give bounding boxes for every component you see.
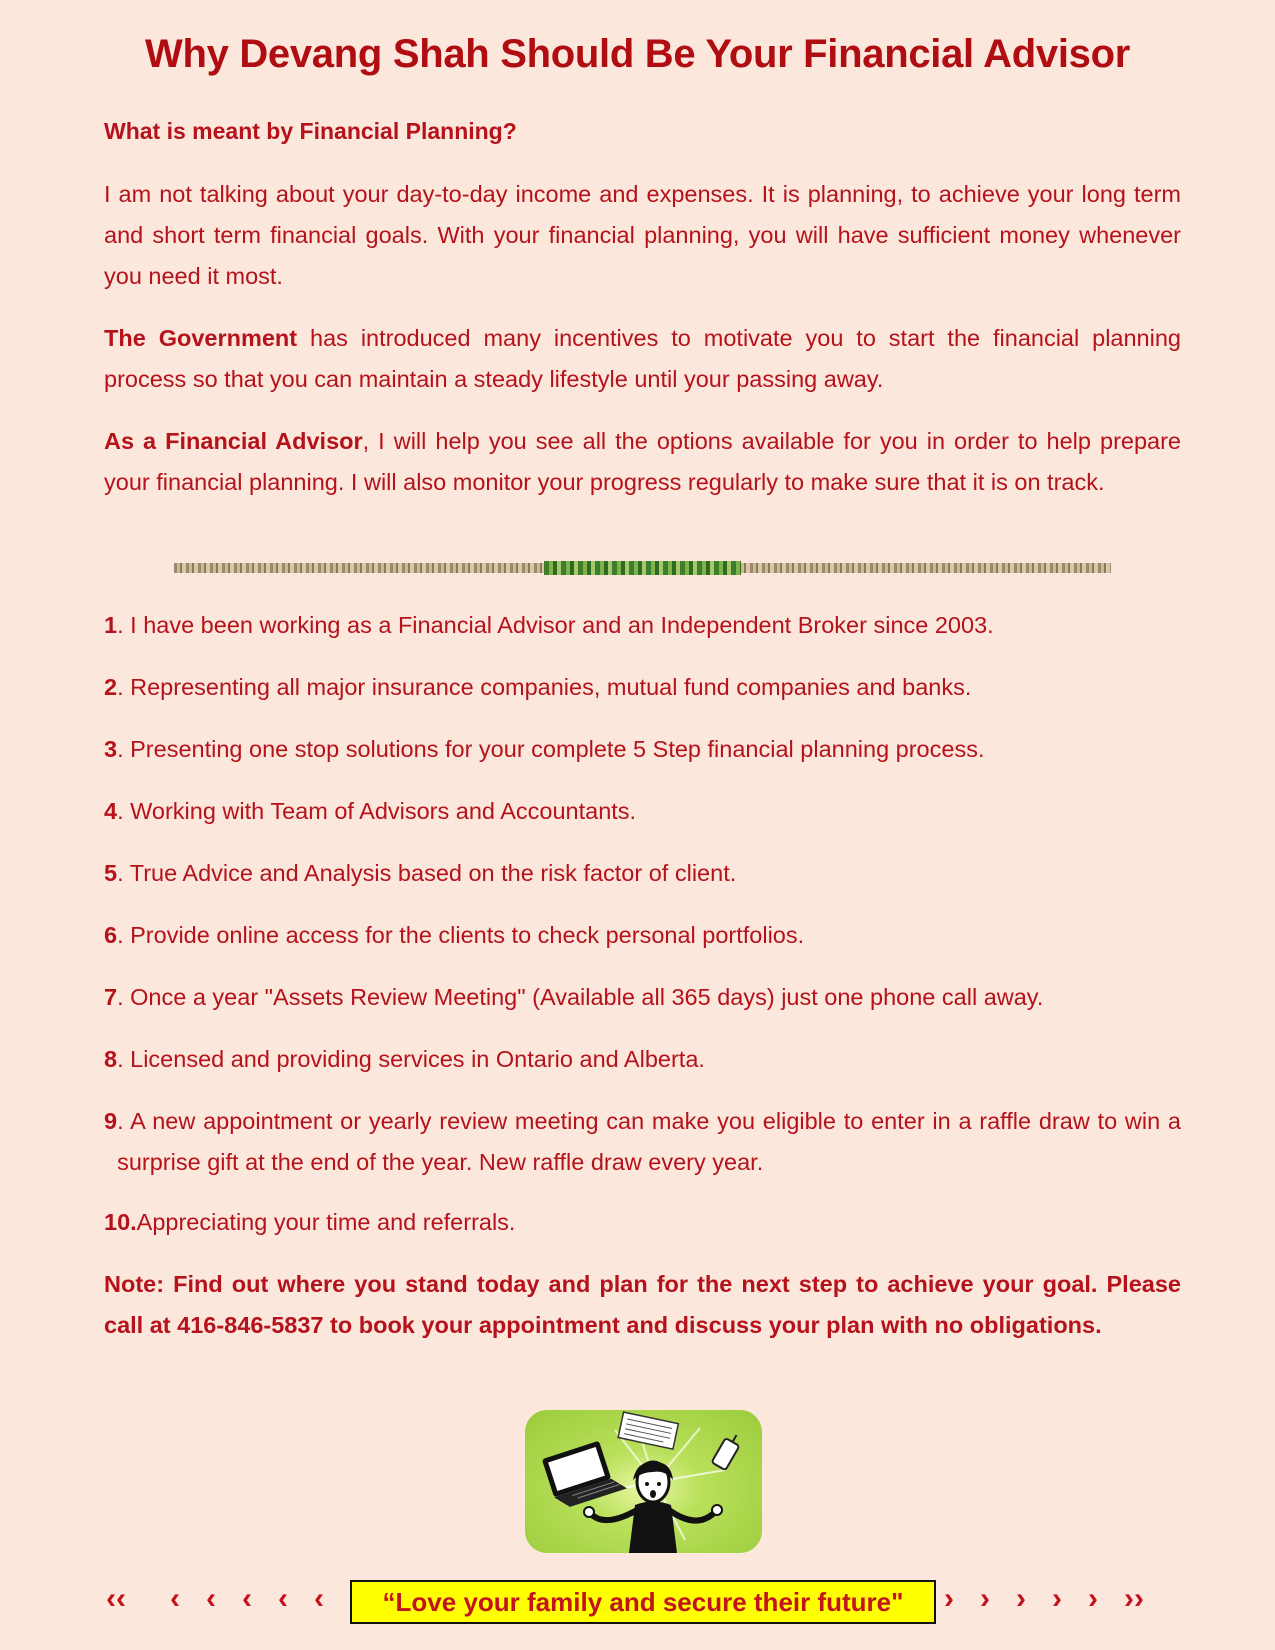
list-item <box>104 915 1181 956</box>
list-item-number: 8 <box>104 1046 118 1072</box>
list-item <box>104 1101 1181 1183</box>
list-item-number: 7 <box>104 984 118 1010</box>
reasons-list <box>104 605 1181 1264</box>
chevron-right-icon: › <box>944 1582 954 1615</box>
list-item-number: 6 <box>104 922 118 948</box>
list-item-text: . A new appointment or yearly review meeting can make you eligible to enter in a raffle draw to win a surprise gift at the end of the year. New raffle draw every year. <box>117 1108 1181 1175</box>
chevron-right-icon: › <box>980 1582 990 1615</box>
list-item-text: . I have been working as a Financial Advisor and an Independent Broker since 2003. <box>117 612 994 638</box>
list-item-number: 4 <box>104 798 118 824</box>
paragraph-government <box>104 318 1181 400</box>
chevron-left-icon: ‹ <box>278 1582 288 1615</box>
chevron-right-icon: › <box>1052 1582 1062 1615</box>
list-item <box>104 667 1181 708</box>
list-item <box>104 1039 1181 1080</box>
chevron-left-icon: ‹‹ <box>106 1582 126 1615</box>
paragraph-government-text: has introduced many incentives to motivate you to start the financial planning process so that you can maintain a steady lifestyle until your passing away. <box>104 325 1181 392</box>
note-call-to-action: Note: Find out where you stand today and plan for the next step to achieve your goal. Please call at 416-846-5837 to book your appointment and discuss your plan with no obligations. <box>104 1271 1181 1338</box>
chevron-left-icon: ‹ <box>314 1582 324 1615</box>
tagline-box: “Love your family and secure their future" <box>350 1580 936 1624</box>
list-item-number: 1 <box>104 612 118 638</box>
list-item-text: . Presenting one stop solutions for your complete 5 Step financial planning process. <box>117 736 985 762</box>
list-item-number: 5 <box>104 860 118 886</box>
section-heading: What is meant by Financial Planning? <box>104 118 517 144</box>
page-title: Why Devang Shah Should Be Your Financial Advisor <box>144 32 1130 76</box>
chevron-right-icon: ›› <box>1124 1582 1144 1615</box>
paragraph-advisor-text: , I will help you see all the options available for you in order to help prepare your financial planning. I will also monitor your progress regularly to make sure that it is on track. <box>104 428 1181 495</box>
list-item <box>104 977 1181 1018</box>
list-item <box>104 1202 1181 1243</box>
list-item-text: Appreciating your time and referrals. <box>136 1209 516 1235</box>
list-item-number: 2 <box>104 674 118 700</box>
chevron-left-icon: ‹ <box>206 1582 216 1615</box>
list-item-text: . Working with Team of Advisors and Accountants. <box>117 798 637 824</box>
decorative-divider-center <box>544 561 741 575</box>
chevron-left-icon: ‹ <box>170 1582 180 1615</box>
paragraph-advisor-lead: As a Financial Advisor <box>104 428 363 454</box>
list-item <box>104 605 1181 646</box>
list-item-text: . Provide online access for the clients to check personal portfolios. <box>117 922 805 948</box>
busy-person-illustration <box>525 1410 762 1553</box>
list-item-text: . True Advice and Analysis based on the risk factor of client. <box>117 860 737 886</box>
footer-tagline-bar <box>0 1580 1275 1626</box>
list-item-text: . Once a year "Assets Review Meeting" (Available all 365 days) just one phone call away. <box>117 984 1044 1010</box>
list-item-text: . Representing all major insurance companies, mutual fund companies and banks. <box>117 674 972 700</box>
busy-person-icon <box>525 1410 762 1553</box>
list-item-number: 3 <box>104 736 118 762</box>
chevron-right-icon: › <box>1016 1582 1026 1615</box>
list-item-number: 9 <box>104 1108 118 1134</box>
chevron-right-icon: › <box>1088 1582 1098 1615</box>
list-item <box>104 729 1181 770</box>
paragraph-financial-planning: I am not talking about your day-to-day income and expenses. It is planning, to achieve your long term and short term financial goals. With your financial planning, you will have sufficient money whenever you need it most. <box>104 181 1181 289</box>
paragraph-advisor <box>104 421 1181 503</box>
list-item <box>104 853 1181 894</box>
paragraph-government-lead: The Government <box>104 325 298 351</box>
chevron-left-icon: ‹ <box>242 1582 252 1615</box>
list-item-number: 10. <box>104 1209 137 1235</box>
list-item <box>104 791 1181 832</box>
list-item-text: . Licensed and providing services in Ontario and Alberta. <box>117 1046 705 1072</box>
